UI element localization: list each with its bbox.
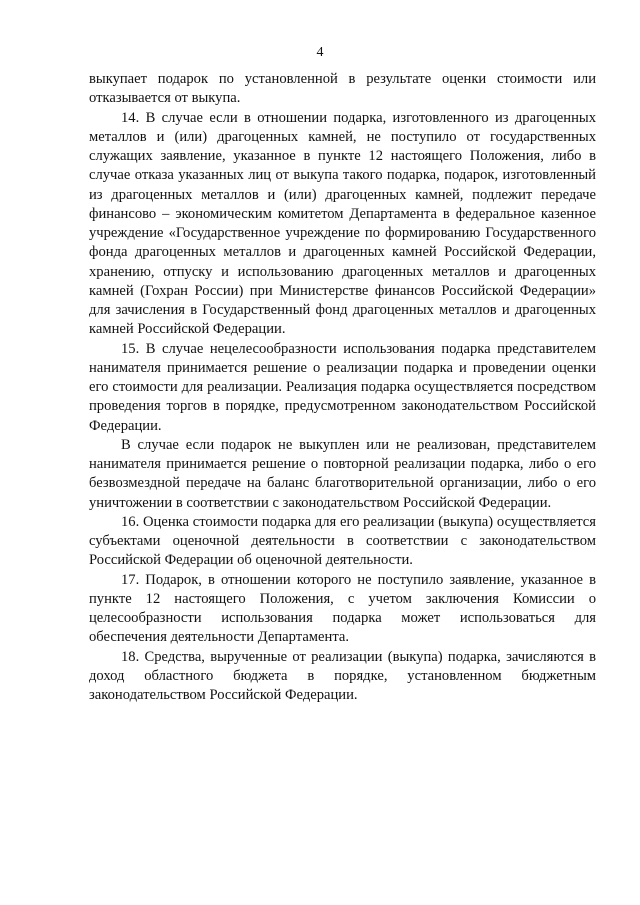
paragraph-15: 15. В случае нецелесообразности использования подарка представителем нанимателя принимается решение о реализации подарка и проведении оценки его стоимости для реализации. Реализация подарка осуществляется посредством проведения торгов в порядке, предусмотренном законодательством Российской Федерации. — [89, 340, 596, 434]
paragraph-continuation: выкупает подарок по установленной в результате оценки стоимости или отказывается от выкупа. — [89, 71, 596, 107]
paragraph-17: 17. Подарок, в отношении которого не поступило заявление, указанное в пункте 12 настоящего Положения, с учетом заключения Комиссии о целесообразности использования подарка может использоваться для обеспечения деятельности Департамента. — [89, 571, 596, 646]
paragraph-14: 14. В случае если в отношении подарка, изготовленного из драгоценных металлов и (или) драгоценных камней, не поступило от государственных служащих заявление, указанное в пункте 12 настоящего Положения, либо в случае отказа указанных лиц от выкупа такого подарка, подарок, изготовленный из драгоценных металлов и (или) драгоценных камней, подлежит передаче финансово – экономическим комитетом Департамента в федеральное казенное учреждение «Государственное учреждение по формированию Государственного фонда драгоценных металлов и драгоценных камней Российской Федерации, хранению, отпуску и использованию драгоценных металлов и драгоценных камней (Гохран России) при Министерстве финансов Российской Федерации» для зачисления в Государственный фонд драгоценных металлов и драгоценных камней Российской Федерации. — [89, 109, 596, 338]
document-body — [89, 70, 596, 705]
paragraph-15-continued: В случае если подарок не выкуплен или не реализован, представителем нанимателя принимается решение о повторной реализации подарка, либо о его безвозмездной передаче на баланс благотворительной организации, либо о его уничтожении в соответствии с законодательством Российской Федерации. — [89, 436, 596, 511]
page-number: 4 — [316, 45, 324, 60]
paragraph-18: 18. Средства, вырученные от реализации (выкупа) подарка, зачисляются в доход областного бюджета в порядке, установленном бюджетным законодательством Российской Федерации. — [89, 648, 596, 703]
paragraph-16: 16. Оценка стоимости подарка для его реализации (выкупа) осуществляется субъектами оценочной деятельности в соответствии с законодательством Российской Федерации об оценочной деятельности. — [89, 513, 596, 569]
